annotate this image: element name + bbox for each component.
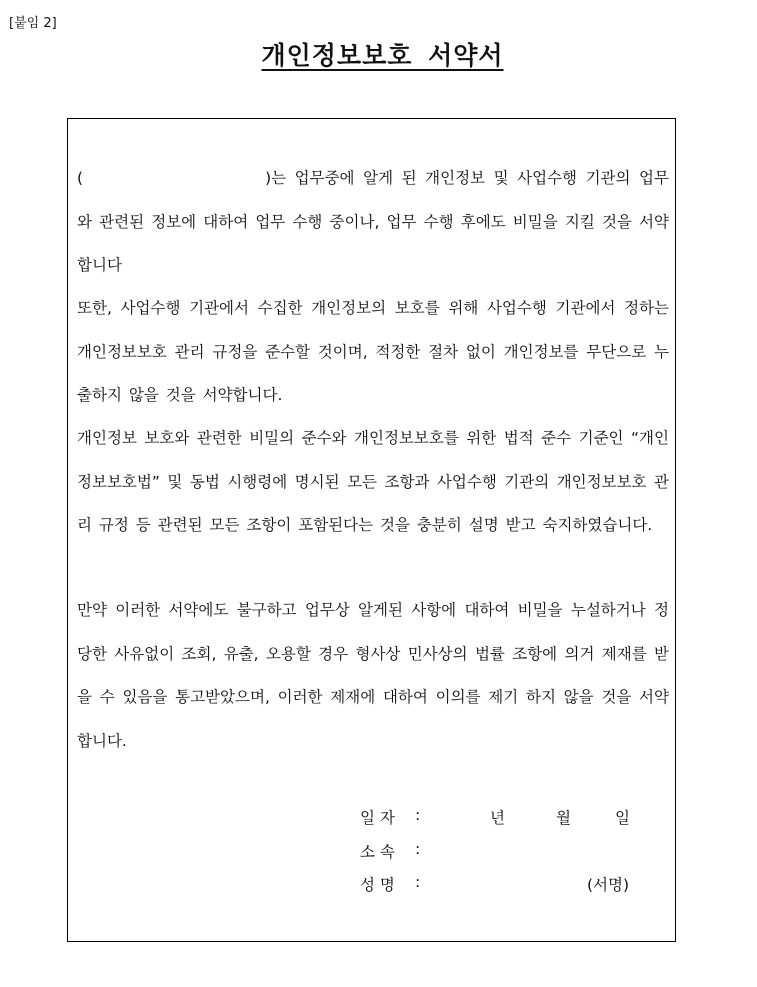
date-colon: : [415, 806, 421, 824]
affiliation-label: 소 속 [360, 843, 395, 861]
day-label: 일 [615, 809, 630, 827]
document-title: 개인정보보호 서약서 [261, 41, 504, 70]
affiliation-colon: : [415, 840, 421, 858]
name-colon: : [415, 873, 421, 891]
attachment-label: [붙임 2] [9, 16, 57, 31]
pledge-paragraph-1-text: )는 업무중에 알게 된 개인정보 및 사업수행 기관의 업무와 관련된 정보에 대하여 업무 수행 중이나, 업무 수행 후에도 비밀을 지킬 것을 서약합니다 [77, 169, 669, 274]
sign-mark: (서명) [587, 876, 630, 894]
pledge-paragraph-3: 개인정보 보호와 관련한 비밀의 준수와 개인정보보호를 위한 법적 준수 기준인 “개인정보보호법” 및 동법 시행령에 명시된 모든 조항과 사업수행 기관의 개인정보보호 관리 규정 등 관련된 모든 조항이 포함된다는 것을 충분히 설명 받고 숙지하였습니다. [77, 429, 669, 534]
pledge-paragraph-1 [77, 157, 669, 288]
name-label: 성 명 [360, 876, 395, 894]
month-label: 월 [556, 809, 571, 827]
pledge-paragraph-4: 만약 이러한 서약에도 불구하고 업무상 알게된 사항에 대하여 비밀을 누설하거나 정당한 사유없이 조회, 유출, 오용할 경우 형사상 민사상의 법률 조항에 의거 제재를 받을 수 있음을 통고받았으며, 이러한 제재에 대하여 이의를 제기 하지 않을 것을 서약합니다. [77, 601, 669, 750]
pledge-paragraph-2: 또한, 사업수행 기관에서 수집한 개인정보의 보호를 위해 사업수행 기관에서 정하는 개인정보보호 관리 규정을 준수할 것이며, 적정한 절차 없이 개인정보를 무단으로 누출하지 않을 것을 서약합니다. [77, 299, 669, 404]
year-label: 년 [490, 809, 505, 827]
date-label: 일 자 [360, 809, 395, 827]
name-paren-open: ( [77, 169, 84, 187]
